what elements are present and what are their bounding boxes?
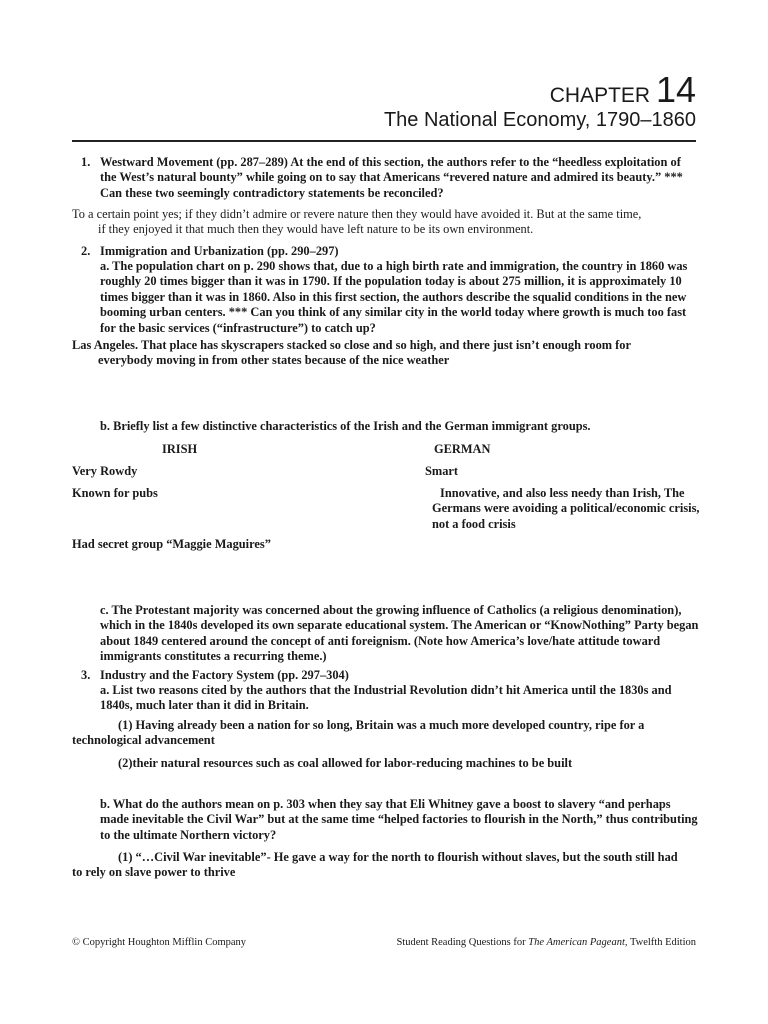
- irish-item: Known for pubs: [72, 486, 158, 500]
- answer-3b: [72, 850, 702, 881]
- question-number: 1.: [81, 155, 91, 169]
- answer-3a-1: [72, 718, 702, 749]
- question-part-a: a. List two reasons cited by the authors that the Industrial Revolution didn’t hit America until the 1830s and 1840s, much later than it did in Britain.: [100, 683, 672, 713]
- answer-line: technological advancement: [72, 733, 215, 748]
- answer-line: Las Angeles. That place has skyscrapers stacked so close and so high, and there just isn’t enough room for: [72, 338, 632, 352]
- footer-book-title: The American Pageant,: [528, 937, 628, 948]
- answer-line: if they enjoyed it that much then they would have left nature to be its own environment.: [98, 222, 534, 237]
- footer-prefix: Student Reading Questions for: [396, 937, 529, 948]
- chapter-number: 14: [655, 69, 696, 110]
- answer-line: (1) “…Civil War inevitable”- He gave a way for the north to flourish without slaves, but the south still had: [118, 850, 678, 864]
- question-part-b: b. Briefly list a few distinctive characteristics of the Irish and the German immigrant groups.: [100, 419, 591, 433]
- answer-2a: [72, 338, 702, 369]
- footer-edition: [396, 936, 696, 950]
- irish-header: IRISH: [162, 442, 198, 456]
- chapter-word: CHAPTER: [549, 84, 651, 107]
- irish-item: Had secret group “Maggie Maguires”: [72, 537, 271, 551]
- question-heading: Industry and the Factory System (pp. 297–304): [100, 668, 349, 682]
- german-item: Smart: [425, 464, 459, 478]
- question-text: Westward Movement (pp. 287–289) At the end of this section, the authors refer to the “heedless exploitation of the West’s natural bounty” while going on to say that Americans “revered nature and admired its beauty.” *** Can these two seemingly contradictory statements be reconciled?: [100, 155, 683, 200]
- answer-line: everybody moving in from other states because of the nice weather: [98, 353, 450, 368]
- header-rule: [72, 140, 696, 142]
- answer-line: (2)their natural resources such as coal allowed for labor-reducing machines to be built: [118, 756, 573, 770]
- answer-line: to rely on slave power to thrive: [72, 865, 236, 880]
- question-part-b: b. What do the authors mean on p. 303 when they say that Eli Whitney gave a boost to slavery “and perhaps made inevitable the Civil War” but at the same time “helped factories to flourish in the North,” thus contributing to the ultimate Northern victory?: [100, 797, 698, 842]
- german-item: Innovative, and also less needy than Irish, The Germans were avoiding a political/economic crisis, not a food crisis: [432, 486, 700, 531]
- irish-item: Very Rowdy: [72, 464, 138, 478]
- question-number: 2.: [81, 244, 91, 258]
- question-number: 3.: [81, 668, 91, 682]
- answer-3a-2: [72, 756, 702, 771]
- chapter-title: The National Economy, 1790–1860: [383, 109, 696, 131]
- question-heading: Immigration and Urbanization (pp. 290–297): [100, 244, 339, 258]
- german-header: GERMAN: [434, 442, 491, 456]
- footer-copyright: © Copyright Houghton Mifflin Company: [72, 937, 247, 948]
- footer-suffix: Twelfth Edition: [627, 937, 696, 948]
- question-part-a: a. The population chart on p. 290 shows that, due to a high birth rate and immigration, the country in 1860 was roughly 20 times bigger than it was in 1790. If the population today is about 275 million, it is approximately 10 times bigger than it was in 1860. Also in this first section, the authors describe the squalid conditions in the new booming urban centers. *** Can you think of any similar city in the world today where growth is much too fast for the basic services (“infrastructure”) to catch up?: [100, 259, 688, 335]
- answer-line: To a certain point yes; if they didn’t admire or revere nature then they would have avoided it. But at the same time,: [72, 207, 642, 221]
- answer-line: (1) Having already been a nation for so long, Britain was a much more developed country, ripe for a: [118, 718, 645, 732]
- answer-1: [72, 207, 702, 238]
- question-part-c: c. The Protestant majority was concerned about the growing influence of Catholics (a religious denomination), which in the 1840s developed its own separate educational system. The American or “KnowNothing” Party began about 1849 centered around the concept of anti foreignism. (Note how America’s love/hate attitude toward immigrants constitutes a recurring theme.): [100, 603, 699, 664]
